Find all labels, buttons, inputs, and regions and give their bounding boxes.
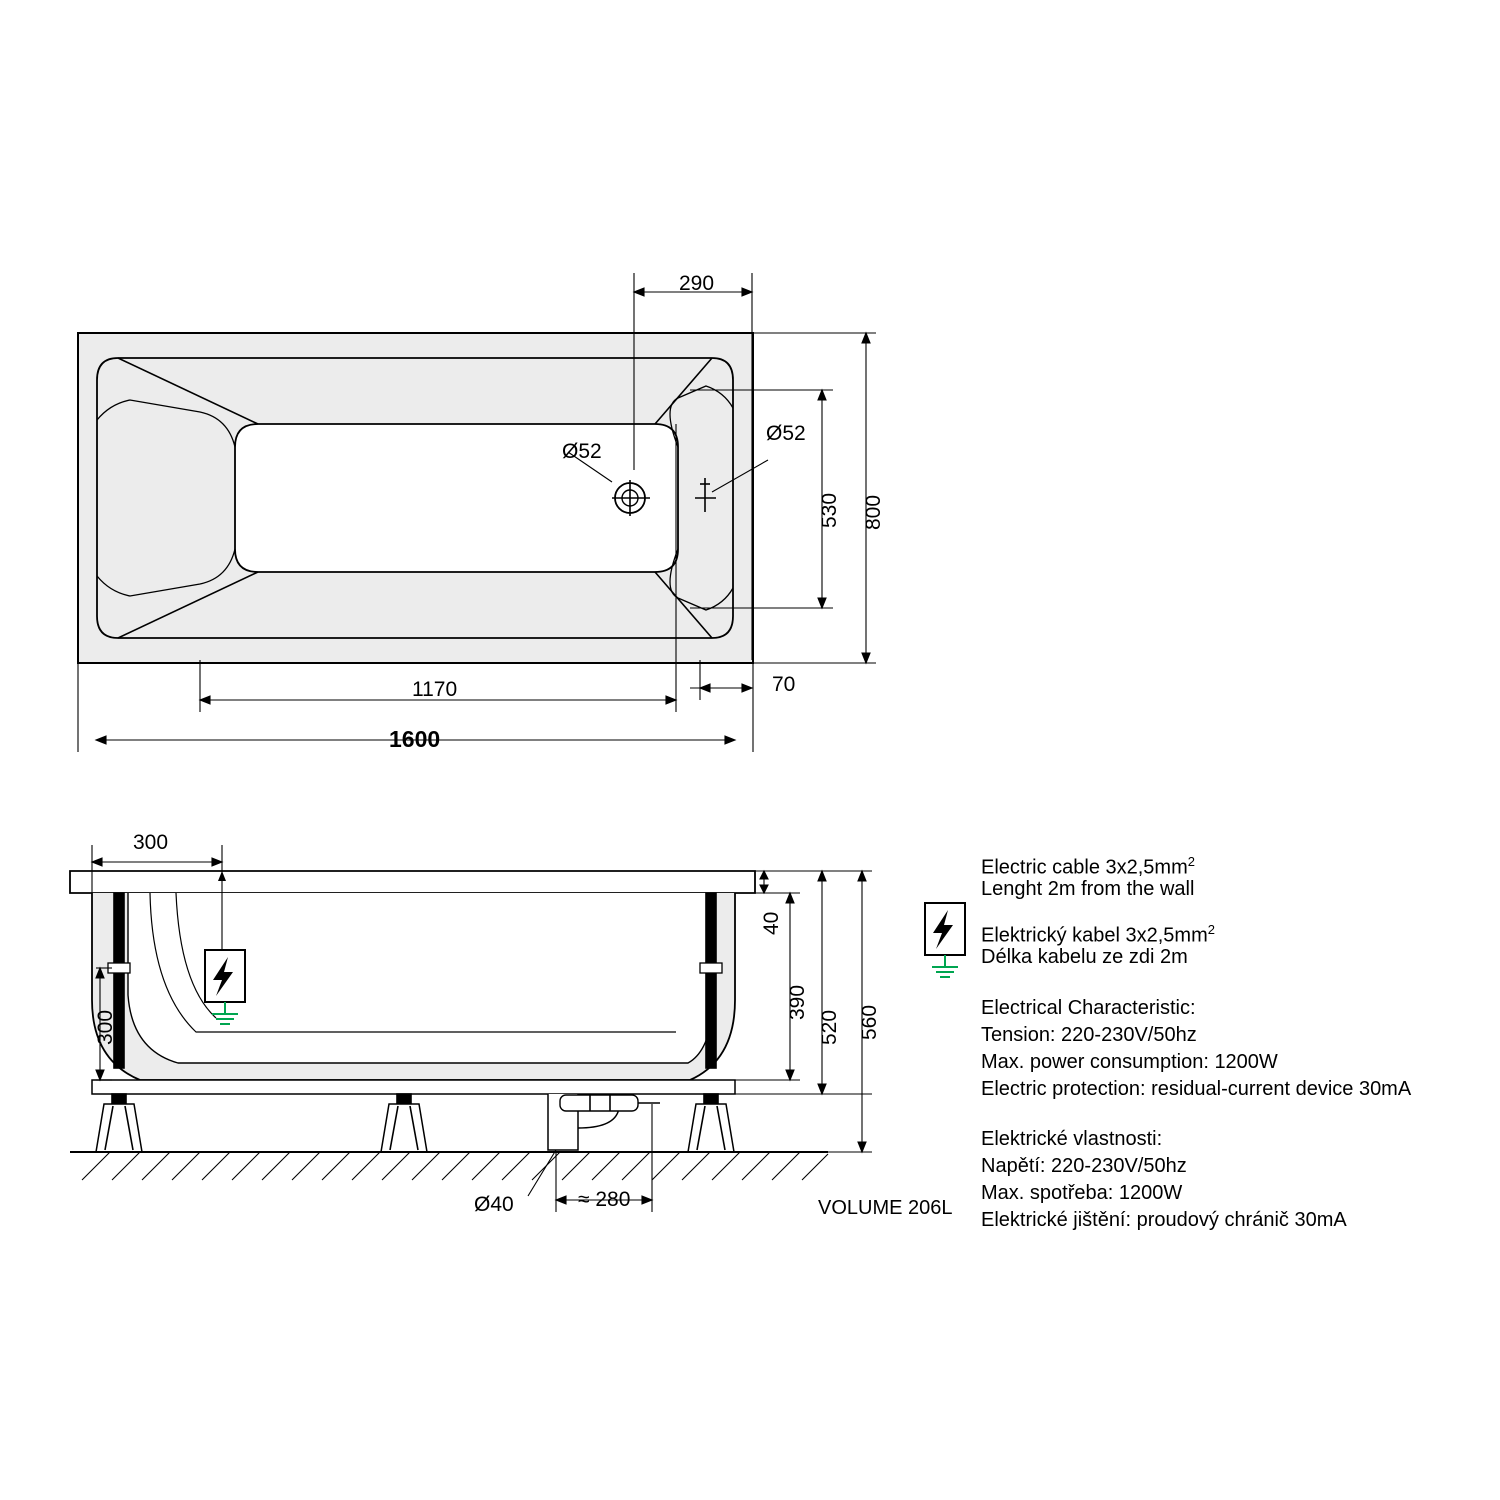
dim-dia52-right: Ø52 [766, 422, 806, 445]
volume-label: VOLUME 206L [818, 1197, 953, 1219]
spec-en-heading: Electrical Characteristic: [981, 997, 1196, 1019]
dim-300-top: 300 [133, 831, 169, 854]
dim-1600: 1600 [389, 726, 441, 752]
dim-800: 800 [862, 494, 885, 530]
spec-cs-line2: Max. spotřeba: 1200W [981, 1182, 1183, 1204]
dim-70: 70 [772, 673, 796, 696]
dim-280: ≈ 280 [578, 1188, 631, 1211]
dim-560: 560 [858, 1004, 881, 1040]
dim-290: 290 [679, 272, 715, 295]
dim-520: 520 [818, 1009, 841, 1045]
cable-cs-line2: Délka kabelu ze zdi 2m [981, 946, 1188, 968]
spec-electric-symbol [925, 903, 965, 977]
spec-en-line2: Max. power consumption: 1200W [981, 1051, 1278, 1073]
top-view-geometry [78, 333, 753, 663]
cable-cs-line1-text: Elektrický kabel 3x2,5mm [981, 924, 1208, 947]
dim-530: 530 [818, 492, 841, 528]
spec-en-line1: Tension: 220-230V/50hz [981, 1024, 1197, 1046]
dim-dia40: Ø40 [474, 1193, 514, 1216]
cable-en-line1-sup: 2 [1187, 854, 1195, 869]
spec-cs-line3: Elektrické jištění: proudový chránič 30mA [981, 1209, 1347, 1231]
dim-390: 390 [786, 984, 809, 1020]
dim-dia52-left: Ø52 [562, 440, 602, 463]
dim-300-left: 300 [94, 1009, 117, 1045]
dim-1170: 1170 [412, 678, 458, 701]
spec-cs-line1: Napětí: 220-230V/50hz [981, 1155, 1187, 1177]
cable-en-line1-text: Electric cable 3x2,5mm [981, 856, 1188, 879]
cable-en-line2: Lenght 2m from the wall [981, 878, 1195, 900]
side-view-geometry [70, 871, 828, 1180]
cable-cs-line1-sup: 2 [1207, 922, 1215, 937]
dim-40: 40 [760, 911, 783, 935]
spec-en-line3: Electric protection: residual-current device 30mA [981, 1078, 1412, 1100]
spec-cs-heading: Elektrické vlastnosti: [981, 1128, 1163, 1150]
